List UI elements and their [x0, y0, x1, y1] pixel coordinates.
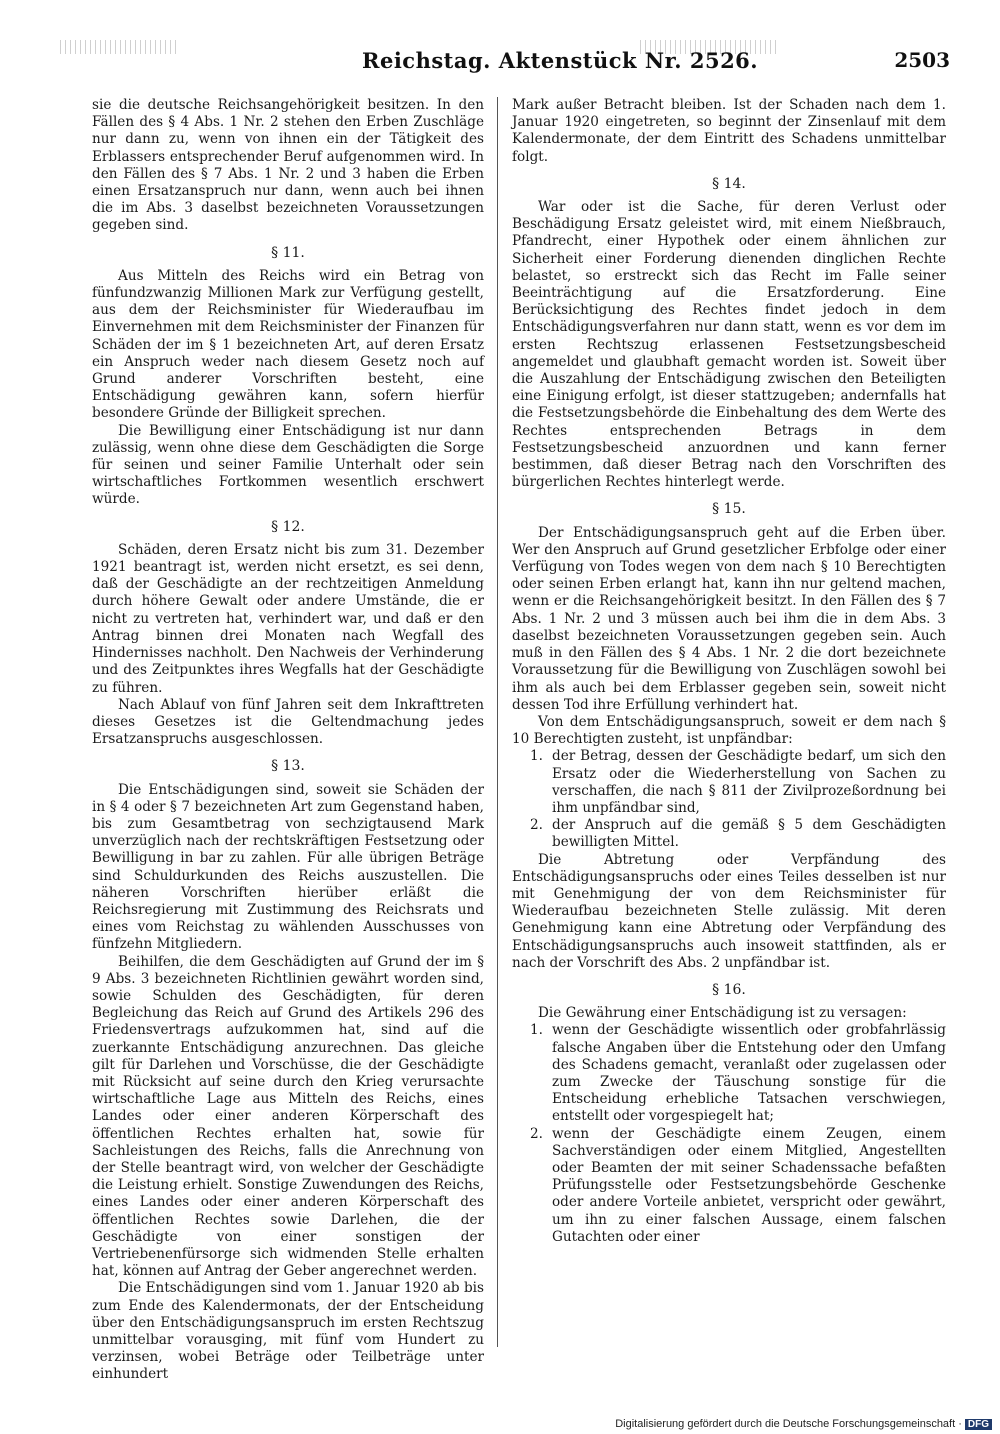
section-heading-13: § 13. [271, 758, 305, 775]
paragraph: Die Entschädigungen sind, soweit sie Schäden der in § 4 oder § 7 bezeichneten Art zum Gegenstand haben, bis zum Gesamtbetrag von sechzigtausend Mark unverzüglich nach der rechtskräftigen Festsetzung oder Bewilligung in bar zu zahlen. Für alle übrigen Beträge sind Schuldurkunden des Reichs auszustellen. Die näheren Vorschriften hierüber erläßt die Reichsregierung mit Zustimmung des Reichsrats und eines vom Reichstag zu wählenden Ausschusses von fünfzehn Mitgliedern. [92, 781, 484, 953]
paragraph: Von dem Entschädigungsanspruch, soweit er dem nach § 10 Berechtigten zusteht, ist unpfändbar: [512, 713, 946, 748]
paragraph: Die Abtretung oder Verpfändung des Entschädigungsanspruchs oder eines Teiles desselben ist nur mit Genehmigung der von dem Reichsminister für Wiederaufbau bezeichneten Stelle zulässig. Mit deren Genehmigung kann eine Abtretung oder Verpfändung des Entschädigungsanspruchs auch insoweit stattfinden, als er nach der Vorschrift des Abs. 2 unpfändbar ist. [512, 851, 946, 971]
paragraph: Die Gewährung einer Entschädigung ist zu versagen: [538, 1005, 907, 1022]
paragraph: Nach Ablauf von fünf Jahren seit dem Inkrafttreten dieses Gesetzes ist die Geltendmachung jedes Ersatzanspruchs ausgeschlossen. [92, 696, 484, 748]
page-number: 2503 [894, 48, 950, 72]
paragraph: Aus Mitteln des Reichs wird ein Betrag von fünfundzwanzig Millionen Mark zur Verfügung gestellt, aus dem der Reichsminister für Wiederaufbau im Einvernehmen mit dem Reichsminister der Finanzen für Schäden der im § 1 bezeichneten Art, auf deren Ersatz ein Anspruch weder nach diesem Gesetz noch auf Grund anderer Vorschriften besteht, eine Entschädigung gewähren kann, sofern hierfür besondere Gründe der Billigkeit sprechen. [92, 267, 484, 422]
paragraph: War oder ist die Sache, für deren Verlust oder Beschädigung Ersatz geleistet wird, mit einem Nießbrauch, Pfandrecht, einer Hypothek oder einem ähnlichen zur Sicherheit einer Forderung dienenden dinglichen Rechte belastet, so erstreckt sich das Recht im Falle seiner Beeinträchtigung auf die Ersatzforderung. Eine Berücksichtigung des Rechtes findet jedoch in dem Entschädigungsverfahren nur dann statt, wenn es vor dem im ersten Rechtszug erlassenen Festsetzungsbescheid angemeldet und glaubhaft gemacht worden ist. Soweit über die Auszahlung der Entschädigung zwischen den Beteiligten eine Einigung erfolgt, ist dieser stattzugeben; andernfalls hat die Festsetzungsbehörde die Einbehaltung des dem Werte des Rechtes entsprechenden Betrags in dem Festsetzungsbescheid anzuordnen und kann ferner bestimmen, daß dieser Betrag nach den Vorschriften des bürgerlichen Rechtes hinterlegt werde. [512, 199, 946, 491]
paragraph: Die Entschädigungen sind vom 1. Januar 1920 ab bis zum Ende des Kalendermonats, der der Entscheidung über den Entschädigungsanspruch im ersten Rechtszug unmittelbar vorausging, mit fünf vom Hundert zu verzinsen, wobei Beträge oder Teilbeträge unter einhundert [92, 1280, 484, 1383]
section-heading-12: § 12. [271, 518, 305, 535]
list-number: 2. [530, 817, 543, 834]
list-item [512, 1126, 946, 1246]
list [512, 1022, 946, 1246]
list-item [512, 1022, 946, 1125]
paragraph: Schäden, deren Ersatz nicht bis zum 31. Dezember 1921 beantragt ist, werden nicht ersetzt, es sei denn, daß der Geschädigte an der rechtzeitigen Anmeldung durch höhere Gewalt oder andere Umstände, die er nicht zu vertreten hat, verhindert war, und daß er den Antrag binnen drei Monaten nach Wegfall des Hindernisses nachholt. Den Nachweis der Verhinderung und des Zeitpunktes ihres Wegfalls hat der Geschädigte zu führen. [92, 541, 484, 696]
print-speckle [60, 40, 180, 54]
list-number: 1. [530, 1022, 543, 1039]
page-header [0, 0, 1000, 92]
paragraph: Mark außer Betracht bleiben. Ist der Schaden nach dem 1. Januar 1920 eingetreten, so beginnt der Zinsenlauf mit dem Kalendermonate, der dem Eintritt des Schadens unmittelbar folgt. [512, 97, 946, 165]
list-item [512, 748, 946, 817]
section-heading-16: § 16. [712, 981, 746, 998]
list-text: der Anspruch auf die gemäß § 5 dem Geschädigten bewilligten Mittel. [552, 817, 946, 851]
footer-text: Digitalisierung gefördert durch die Deutsche Forschungsgemeinschaft · [615, 1418, 962, 1430]
left-column [92, 97, 484, 1384]
column-divider [497, 97, 498, 1347]
list-number: 1. [530, 748, 543, 765]
section-heading-11: § 11. [271, 244, 305, 261]
footer-credit [615, 1418, 992, 1430]
list-text: der Betrag, dessen der Geschädigte bedarf, um sich den Ersatz oder die Wiederherstellung von Sachen zu verschaffen, die nach § 811 der Zivilprozeßordnung bei ihm unpfändbar sind, [552, 748, 946, 816]
list-text: wenn der Geschädigte einem Zeugen, einem Sachverständigen oder einem Mitglied, Angestellten oder Beamten der mit seiner Schadenssache befaßten Prüfungsstelle oder Festsetzungsbehörde Geschenke oder andere Vorteile anbietet, verspricht oder gewährt, um ihn zu einer falschen Aussage, einem falschen Gutachten oder einer [552, 1125, 946, 1245]
section-heading-14: § 14. [712, 175, 746, 192]
list-item [512, 817, 946, 851]
paragraph: sie die deutsche Reichsangehörigkeit besitzen. In den Fällen des § 4 Abs. 1 Nr. 2 stehen den Erben Zuschläge nur dann zu, wenn von ihnen ein der Tätigkeit des Erblassers entsprechender Beruf aufgenommen wird. In den Fällen des § 7 Abs. 1 Nr. 2 und 3 haben die Erben einen Ersatzanspruch nur dann, wenn auch bei ihnen die im Abs. 3 daselbst bezeichneten Voraussetzungen gegeben sind. [92, 97, 484, 234]
paragraph: Beihilfen, die dem Geschädigten auf Grund der im § 9 Abs. 3 bezeichneten Richtlinien gewährt worden sind, sowie Schulden des Geschädigten, für deren Begleichung das Reich auf Grund des Artikels 296 des Friedensvertrags aufzukommen hat, sind auf die zuerkannte Entschädigung anzurechnen. Das gleiche gilt für Darlehen und Vorschüsse, die der Geschädigte mit Rücksicht auf seine durch den Krieg verursachte wirtschaftliche Lage aus Mitteln des Reichs, eines Landes oder einer anderen Körperschaft des öffentlichen Rechtes erhalten hat, sowie für Sachleistungen des Reichs, falls die Anrechnung von der Stelle beantragt wird, von welcher der Geschädigte die Leistung erhielt. Sonstige Zuwendungen des Reichs, eines Landes oder einer anderen Körperschaft des öffentlichen Rechtes sowie Darlehen, die der Geschädigte von einer sonstigen der Vertriebenenfürsorge sich widmenden Stelle erhalten hat, können auf Antrag der Geber angerechnet werden. [92, 953, 484, 1280]
page-title: Reichstag. Aktenstück Nr. 2526. [362, 48, 759, 73]
list-number: 2. [530, 1125, 543, 1142]
right-column [512, 97, 946, 1246]
paragraph: Der Entschädigungsanspruch geht auf die Erben über. Wer den Anspruch auf Grund gesetzlicher Erbfolge oder einer Verfügung von Todes wegen von dem nach § 10 Berechtigten oder seinen Erben erlangt hat, kann ihn nur geltend machen, wenn er die Reichsangehörigkeit besitzt. In den Fällen des § 7 Abs. 1 Nr. 2 und 3 müssen auch bei ihm die in dem Abs. 3 daselbst bezeichneten Voraussetzungen gegeben sein. Auch muß in den Fällen des § 4 Abs. 1 Nr. 2 die dort bezeichnete Voraussetzung für die Bewilligung von Zuschlägen sowohl bei ihm als auch bei dem Erblasser gegeben sein, soweit nicht dessen Tod ihre Erfüllung verhindert hat. [512, 524, 946, 713]
list [512, 748, 946, 851]
list-text: wenn der Geschädigte wissentlich oder grobfahrlässig falsche Angaben über die Entstehung oder den Umfang des Schadens gemacht, veranlaßt oder zugelassen oder zum Zwecke der Täuschung sonstige für die Entscheidung erhebliche Tatsachen verschwiegen, entstellt oder vorgespiegelt hat; [552, 1022, 946, 1125]
paragraph: Die Bewilligung einer Entschädigung ist nur dann zulässig, wenn ohne diese dem Geschädigten die Sorge für seinen und seiner Familie Unterhalt oder sein wirtschaftliches Fortkommen wesentlich erschwert würde. [92, 422, 484, 508]
section-heading-15: § 15. [712, 501, 746, 518]
dfg-logo: DFG [965, 1419, 992, 1430]
